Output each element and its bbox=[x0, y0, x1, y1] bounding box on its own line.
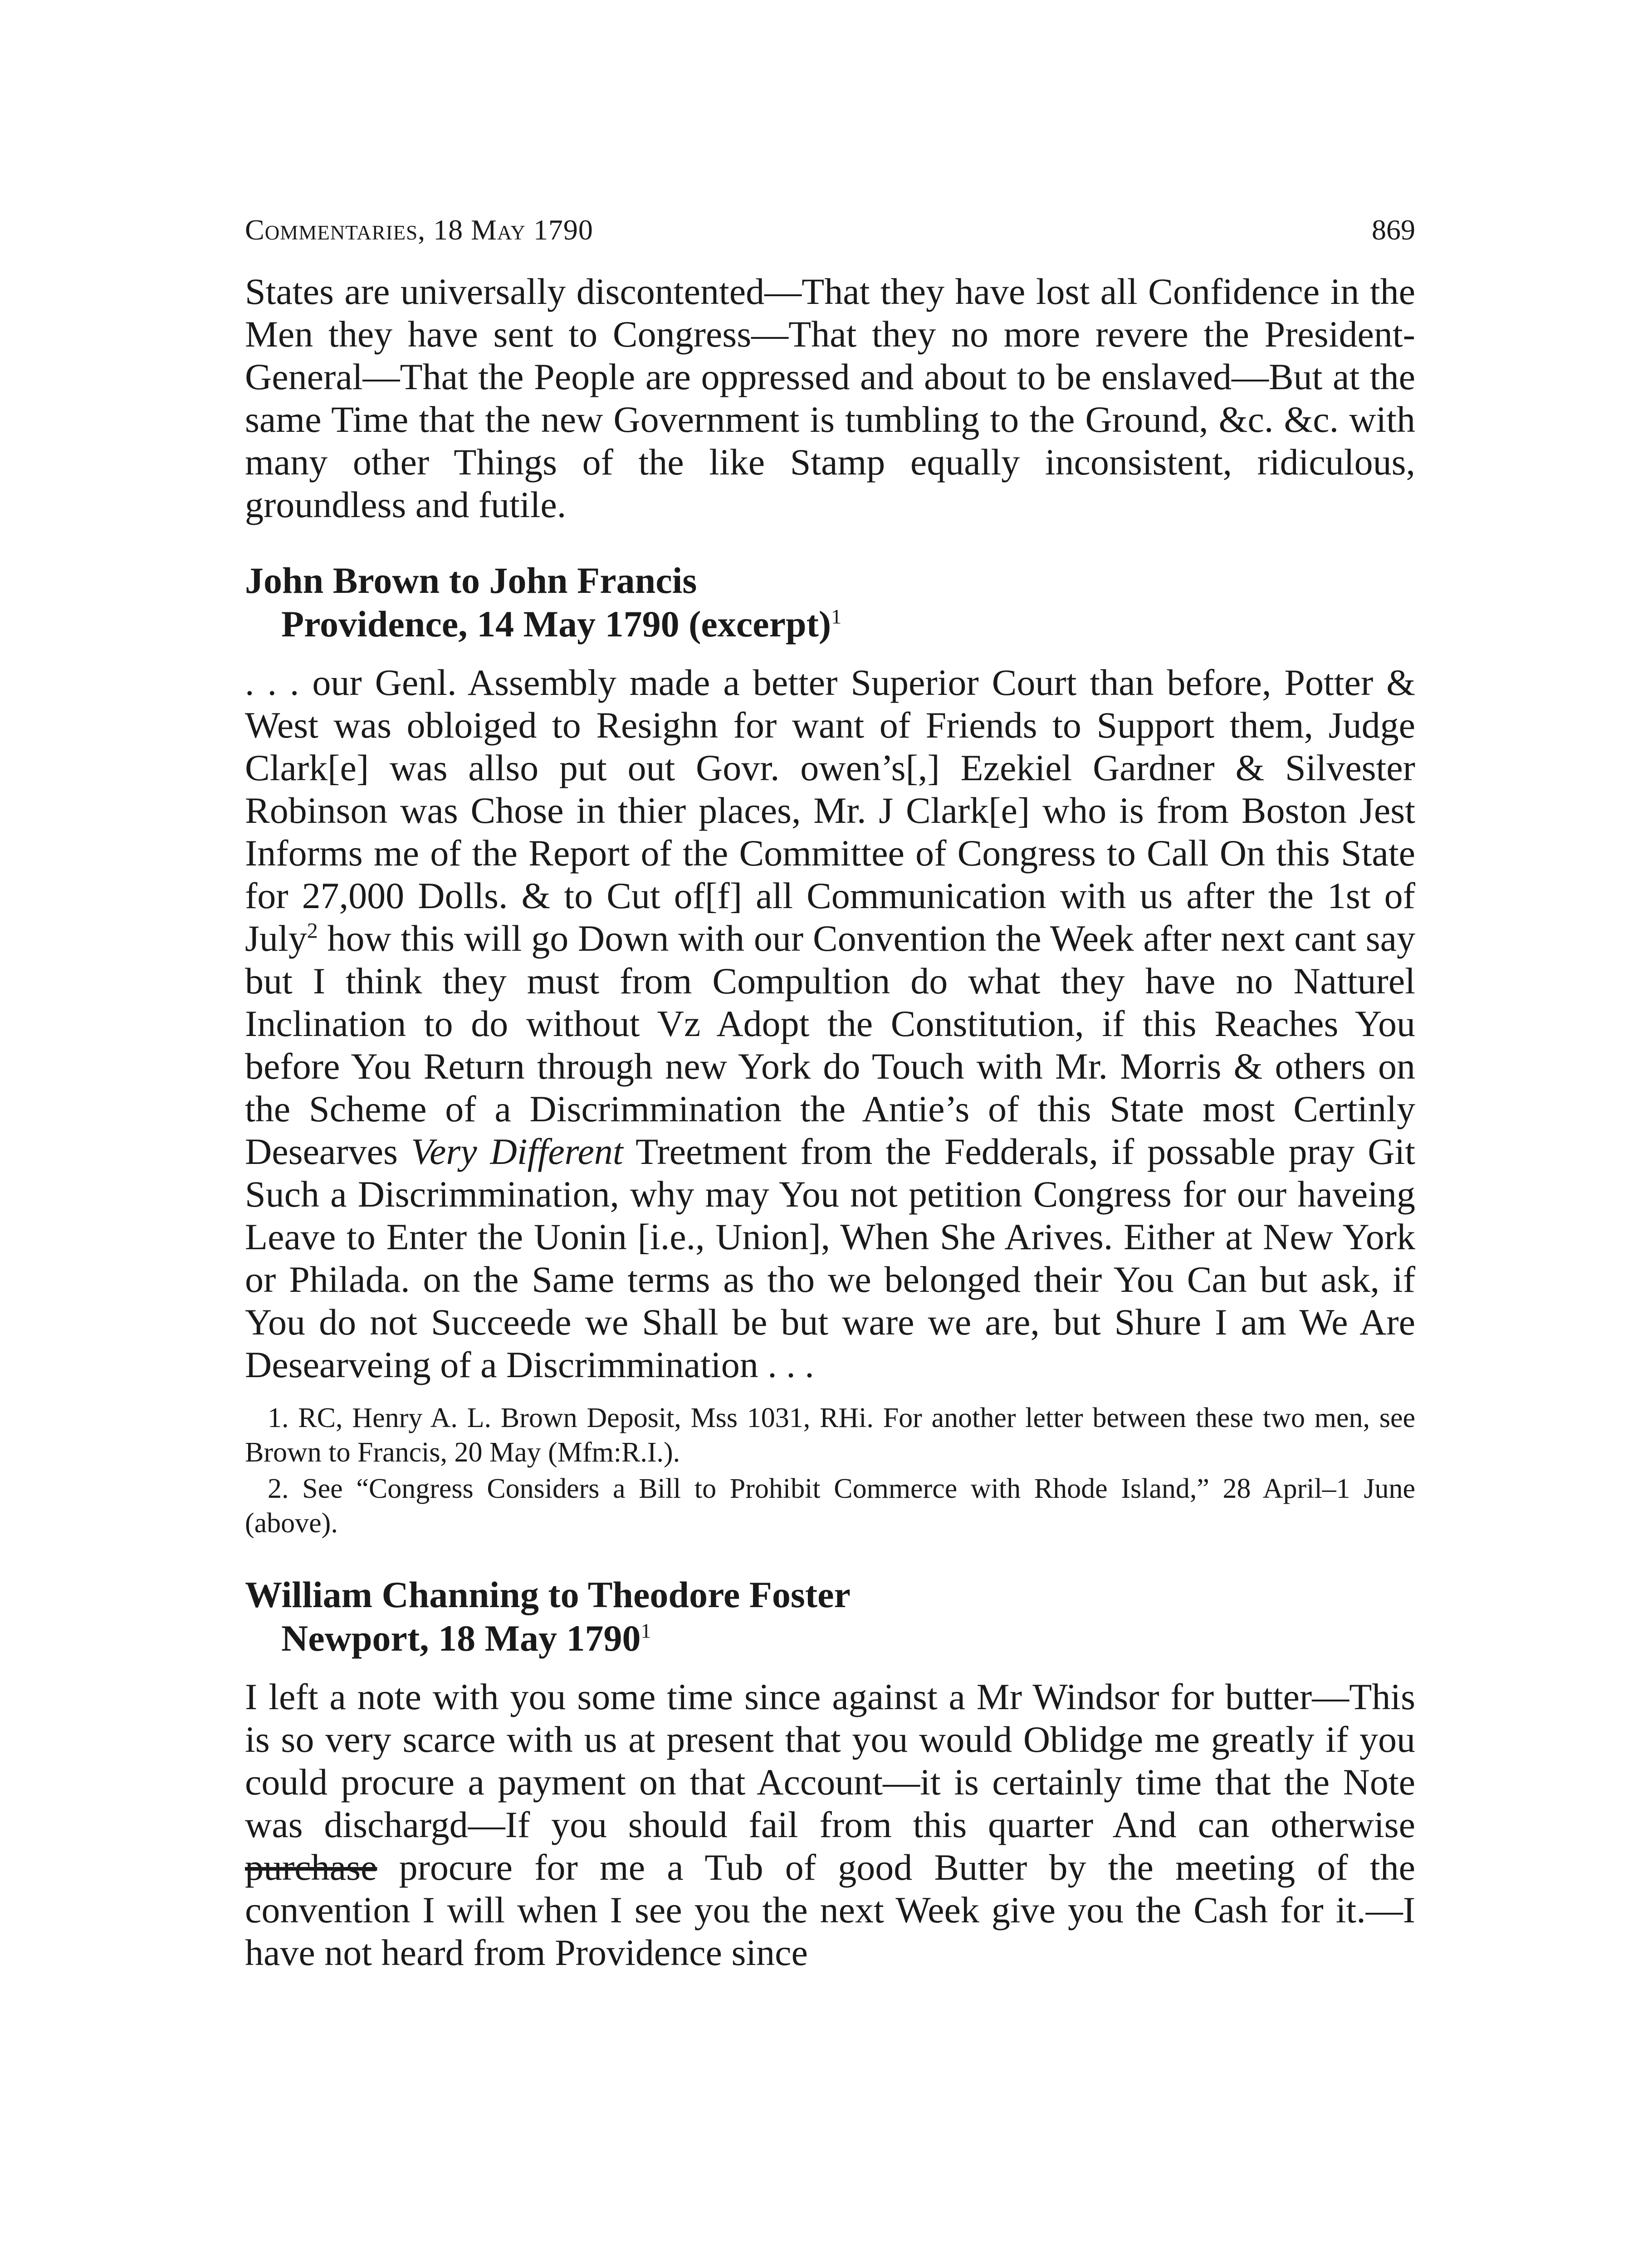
footnote: 2. See “Congress Considers a Bill to Prohibit Commerce with Rhode Island,” 28 April–1 June (above). bbox=[245, 1473, 1415, 1539]
footnote-ref: 2 bbox=[307, 919, 318, 943]
letter-title: William Channing to Theodore Foster bbox=[245, 1574, 851, 1615]
page-number: 869 bbox=[1372, 214, 1415, 246]
letter-heading-brown-francis bbox=[245, 559, 1415, 646]
footnote-ref: 1 bbox=[831, 605, 842, 628]
footnote: 1. RC, Henry A. L. Brown Deposit, Mss 1031, RHi. For another letter between these two men, see Brown to Francis, 20 May (Mfm:R.I.). bbox=[245, 1403, 1415, 1468]
letter-body-text: how this will go Down with our Convention the Week after next cant say but I think they must from Compultion do what they have no Natturel Inclination to do without Vz Adopt the Constitution, if this Reaches You before You Return through new York do Touch with Mr. Morris & others on the Scheme of a Discrimmination the Antie’s of this State most Certinly Desearves bbox=[245, 918, 1415, 1172]
italic-emphasis: Very Different bbox=[411, 1131, 623, 1172]
letter-dateline-text: Newport, 18 May 1790 bbox=[281, 1618, 641, 1659]
letter-heading-channing-foster bbox=[245, 1573, 1415, 1660]
letter-body-text: Treetment from the Fedderals, if possable pray Git Such a Discrimmination, why may You not petition Congress for our haveing Leave to Enter the Uonin [i.e., Union], When She Arives. Either at New York or Philada. on the Same terms as tho we belonged their You Can but ask, if You do not Succeede we Shall be but ware we are, but Shure I am We Are Desearveing of a Discrimmination . . . bbox=[245, 1131, 1415, 1385]
opening-paragraph: States are universally discontented—That they have lost all Confidence in the Men they have sent to Congress—That they no more revere the President-General—That the People are oppressed and about to be enslaved—But at the same Time that the new Government is tumbling to the Ground, &c. &c. with many other Things of the like Stamp equally inconsistent, ridiculous, groundless and futile. bbox=[245, 271, 1415, 525]
running-header bbox=[245, 213, 1415, 247]
letter-body-text: procure for me a Tub of good Butter by the meeting of the convention I will when I see you the next Week give you the Cash for it.—I have not heard from Providence since bbox=[245, 1847, 1415, 1973]
letter-dateline-text: Providence, 14 May 1790 (excerpt) bbox=[281, 603, 831, 645]
letter-body-brown-francis bbox=[245, 661, 1415, 1386]
letter-dateline bbox=[245, 1617, 1415, 1660]
letter-body-channing-foster bbox=[245, 1676, 1415, 1974]
letter-body-text: I left a note with you some time since against a Mr Windsor for butter—This is so very scarce with us at present that you would Oblidge me greatly if you could procure a payment on that Account—it is certainly time that the Note was dischargd—If you should fail from this quarter And can otherwise bbox=[245, 1676, 1415, 1845]
footnote-ref: 1 bbox=[640, 1619, 651, 1642]
struck-word: purchase bbox=[245, 1847, 377, 1888]
letter-dateline bbox=[245, 602, 1415, 646]
letter-title: John Brown to John Francis bbox=[245, 560, 697, 601]
letter-body-text: . . . our Genl. Assembly made a better Superior Court than before, Potter & West was obloiged to Resighn for want of Friends to Support them, Judge Clark[e] was allso put out Govr. owen’s[,] Ezekiel Gardner & Silvester Robinson was Chose in thier places, Mr. J Clark[e] who is from Boston Jest Informs me of the Report of the Committee of Congress to Call On this State for 27,000 Dolls. & to Cut of[f] all Communication with us after the 1st of July bbox=[245, 662, 1415, 959]
document-page bbox=[245, 213, 1415, 1974]
running-title: Commentaries, 18 May 1790 bbox=[245, 214, 593, 246]
footnotes bbox=[245, 1401, 1415, 1540]
